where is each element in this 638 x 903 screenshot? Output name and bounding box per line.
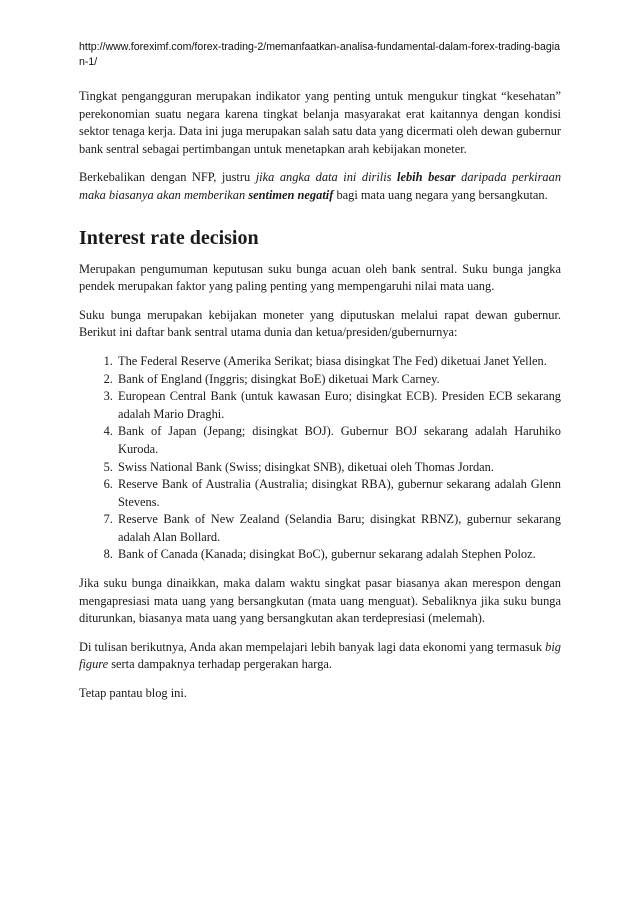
italic-run: jika angka data ini dirilis — [255, 170, 398, 185]
paragraph-interest-rate-intro: Merupakan pengumuman keputusan suku bunga acuan oleh bank sentral. Suku bunga jangka pendek merupakan faktor yang paling penting yang mempengaruhi nilai mata uang. — [79, 261, 561, 294]
text-run: bagi mata uang negara yang bersangkutan. — [333, 187, 548, 202]
document-page — [79, 40, 561, 714]
paragraph-next-article — [79, 639, 561, 674]
text-run: Berkebalikan dengan NFP, justru — [79, 170, 256, 185]
italic-run: daripada perkiraan maka biasanya akan memberikan — [79, 170, 562, 202]
italic-run: big figure — [79, 639, 561, 672]
section-heading: Interest rate decision — [79, 226, 259, 249]
list-item: 4. Bank of Japan (Jepang; disingkat BOJ). Gubernur BOJ sekarang adalah Haruhiko Kuroda. — [116, 423, 561, 458]
bold-italic-run: lebih besar — [397, 170, 456, 185]
paragraph-unemployment: Tingkat pengangguran merupakan indikator yang penting untuk mengukur tingkat “kesehatan” perekonomian suatu negara karena tingkat belanja masyarakat erat kaitannya dengan kondisi sektor tenaga kerja. Data ini juga merupakan salah satu data yang dicermati oleh dewan gubernur bank sentral sebagai pertimbangan untuk menetapkan arah kebijakan moneter. — [79, 89, 562, 156]
paragraph-rate-effect: Jika suku bunga dinaikkan, maka dalam waktu singkat pasar biasanya akan merespon dengan mengapresiasi mata uang yang bersangkutan (mata uang menguat). Sebaliknya jika suku bunga diturunkan, biasanya mata uang yang bersangkutan akan terdepresiasi (melemah). — [79, 576, 561, 626]
list-item: 8. Bank of Canada (Kanada; disingkat BoC), gubernur sekarang adalah Stephen Poloz. — [116, 546, 561, 564]
list-item: 2. Bank of England (Inggris; disingkat BoE) diketuai Mark Carney. — [116, 371, 561, 389]
central-bank-list — [79, 353, 561, 564]
list-item: 3. European Central Bank (untuk kawasan Euro; disingkat ECB). Presiden ECB sekarang adalah Mario Draghi. — [116, 388, 561, 423]
paragraph-closing: Tetap pantau blog ini. — [79, 686, 187, 701]
source-url: http://www.foreximf.com/forex-trading-2/memanfaatkan-analisa-fundamental-dalam-forex-trading-bagian-1/ — [79, 41, 561, 68]
bold-italic-run: sentimen negatif — [248, 187, 334, 202]
paragraph-nfp-contrast — [79, 169, 561, 204]
text-run: serta dampaknya terhadap pergerakan harga. — [108, 657, 332, 672]
list-item: 1. The Federal Reserve (Amerika Serikat; biasa disingkat The Fed) diketuai Janet Yellen. — [116, 353, 561, 371]
list-item: 6. Reserve Bank of Australia (Australia; disingkat RBA), gubernur sekarang adalah Glenn Stevens. — [116, 476, 561, 511]
text-run: Di tulisan berikutnya, Anda akan mempelajari lebih banyak lagi data ekonomi yang termasuk — [79, 639, 546, 654]
list-item: 5. Swiss National Bank (Swiss; disingkat SNB), diketuai oleh Thomas Jordan. — [116, 459, 561, 477]
list-item: 7. Reserve Bank of New Zealand (Selandia Baru; disingkat RBNZ), gubernur sekarang adalah Alan Bollard. — [116, 511, 561, 546]
paragraph-bank-list-intro: Suku bunga merupakan kebijakan moneter yang diputuskan melalui rapat dewan gubernur. Berikut ini daftar bank sentral utama dunia dan ketua/presiden/gubernurnya: — [79, 307, 561, 340]
